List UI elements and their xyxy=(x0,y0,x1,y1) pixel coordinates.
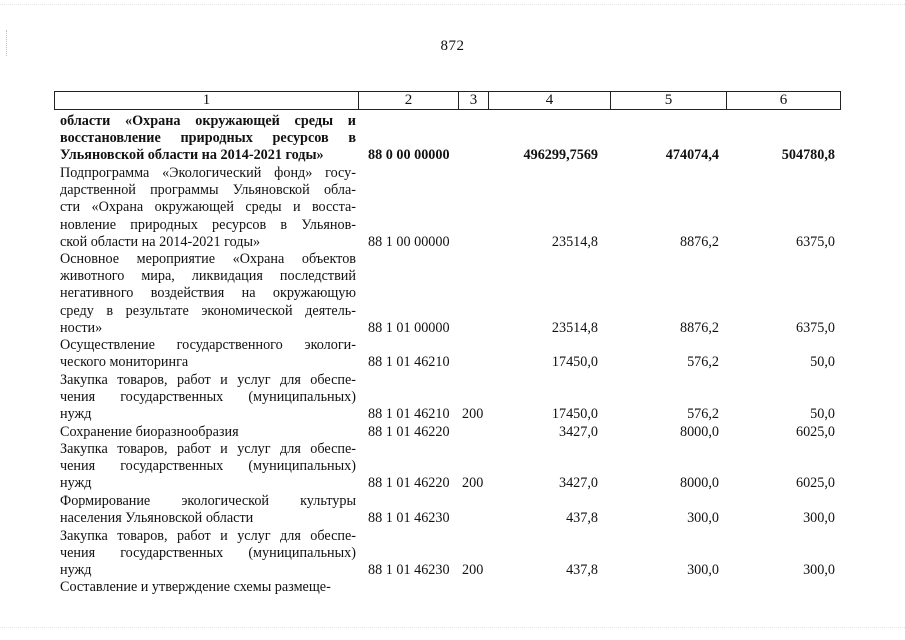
description-line: ческого мониторинга xyxy=(60,354,189,371)
amount-col-4: 437,8 xyxy=(566,510,598,527)
description-line: Ульяновской области на 2014-2021 годы» xyxy=(60,147,324,164)
column-header-table xyxy=(54,91,841,110)
description-line: ности» xyxy=(60,319,103,336)
description-line: ской области на 2014-2021 годы» xyxy=(60,233,261,250)
scan-artifact-top xyxy=(0,4,905,9)
amount-col-5: 8876,2 xyxy=(679,319,719,336)
amount-col-6: 300,0 xyxy=(803,562,835,579)
budget-code: 88 1 01 46210 xyxy=(368,406,450,423)
description-line: Закупка товаров, работ и услуг для обеспе- xyxy=(60,441,356,457)
description-line: сти «Охрана окружающей среды и восста- xyxy=(60,199,356,216)
description-line: населения Ульяновской области xyxy=(60,510,254,527)
description-line: чения государственных (муниципальных) xyxy=(60,545,356,562)
column-header-row xyxy=(55,92,841,110)
amount-col-6: 50,0 xyxy=(810,406,835,423)
amount-col-5: 300,0 xyxy=(687,510,719,527)
expense-type: 200 xyxy=(462,406,484,423)
amount-col-6: 6025,0 xyxy=(795,475,835,492)
column-header-1: 1 xyxy=(55,92,359,110)
description-line: Подпрограмма «Экологический фонд» госу- xyxy=(60,165,356,181)
amount-col-4: 23514,8 xyxy=(551,233,598,250)
description-line: дарственной программы Ульяновской обла- xyxy=(60,182,356,199)
row-description xyxy=(60,165,356,251)
row-description xyxy=(60,251,356,337)
column-header-5: 5 xyxy=(611,92,727,110)
description-line: нужд xyxy=(60,406,92,423)
column-header-3: 3 xyxy=(459,92,489,110)
expense-type: 200 xyxy=(462,475,484,492)
description-line: среду в результате экономической деятель- xyxy=(60,302,356,319)
amount-col-6: 6025,0 xyxy=(795,424,835,440)
amount-col-5: 8000,0 xyxy=(679,475,719,492)
amount-col-4: 3427,0 xyxy=(558,424,598,440)
amount-col-4: 437,8 xyxy=(566,562,598,579)
budget-code: 88 1 00 00000 xyxy=(368,233,450,250)
budget-code: 88 1 01 46230 xyxy=(368,510,450,527)
budget-code: 88 1 01 46210 xyxy=(368,354,450,371)
amount-col-6: 504780,8 xyxy=(781,147,835,164)
description-line: Сохранение биоразнообразия xyxy=(60,424,239,440)
column-header-6: 6 xyxy=(727,92,841,110)
description-line: области «Охрана окружающей среды и xyxy=(60,113,356,129)
row-description xyxy=(60,372,356,424)
budget-code: 88 1 01 00000 xyxy=(368,319,450,336)
budget-code: 88 0 00 00000 xyxy=(368,147,450,164)
amount-col-5: 8000,0 xyxy=(679,424,719,440)
row-description xyxy=(60,337,356,371)
amount-col-6: 6375,0 xyxy=(795,233,835,250)
description-line: новление природных ресурсов в Ульянов- xyxy=(60,216,356,233)
amount-col-6: 50,0 xyxy=(810,354,835,371)
column-header-2: 2 xyxy=(359,92,459,110)
amount-col-5: 576,2 xyxy=(687,354,719,371)
scan-artifact-bottom xyxy=(0,627,905,632)
amount-col-5: 300,0 xyxy=(687,562,719,579)
description-line: животного мира, ликвидация последствий xyxy=(60,268,356,285)
amount-col-5: 8876,2 xyxy=(679,233,719,250)
description-line: чения государственных (муниципальных) xyxy=(60,389,356,406)
description-line: Формирование экологической культуры xyxy=(60,493,356,509)
amount-col-4: 3427,0 xyxy=(558,475,598,492)
description-line: негативного воздействия на окружающую xyxy=(60,285,356,302)
description-line: восстановление природных ресурсов в xyxy=(60,130,356,147)
description-line: Закупка товаров, работ и услуг для обеспе- xyxy=(60,372,356,388)
amount-col-4: 17450,0 xyxy=(551,354,598,371)
expense-type: 200 xyxy=(462,562,484,579)
description-line: чения государственных (муниципальных) xyxy=(60,458,356,475)
description-line: Составление и утверждение схемы размеще- xyxy=(60,579,331,595)
page-number: 872 xyxy=(440,38,465,54)
column-header-4: 4 xyxy=(489,92,611,110)
amount-col-4: 17450,0 xyxy=(551,406,598,423)
row-description xyxy=(60,441,356,493)
row-description xyxy=(60,493,356,527)
row-description xyxy=(60,113,356,165)
description-line: Основное мероприятие «Охрана объектов xyxy=(60,251,356,267)
budget-code: 88 1 01 46220 xyxy=(368,475,450,492)
row-description xyxy=(60,579,356,596)
row-description xyxy=(60,424,356,441)
description-line: нужд xyxy=(60,562,92,579)
description-line: Осуществление государственного экологи- xyxy=(60,337,356,353)
amount-col-5: 474074,4 xyxy=(665,147,719,164)
amount-col-6: 300,0 xyxy=(803,510,835,527)
amount-col-4: 496299,7569 xyxy=(523,147,598,164)
description-line: Закупка товаров, работ и услуг для обеспе- xyxy=(60,528,356,544)
budget-code: 88 1 01 46230 xyxy=(368,562,450,579)
amount-col-4: 23514,8 xyxy=(551,319,598,336)
amount-col-6: 6375,0 xyxy=(795,319,835,336)
budget-code: 88 1 01 46220 xyxy=(368,424,450,440)
row-description xyxy=(60,528,356,580)
description-line: нужд xyxy=(60,475,92,492)
amount-col-5: 576,2 xyxy=(687,406,719,423)
